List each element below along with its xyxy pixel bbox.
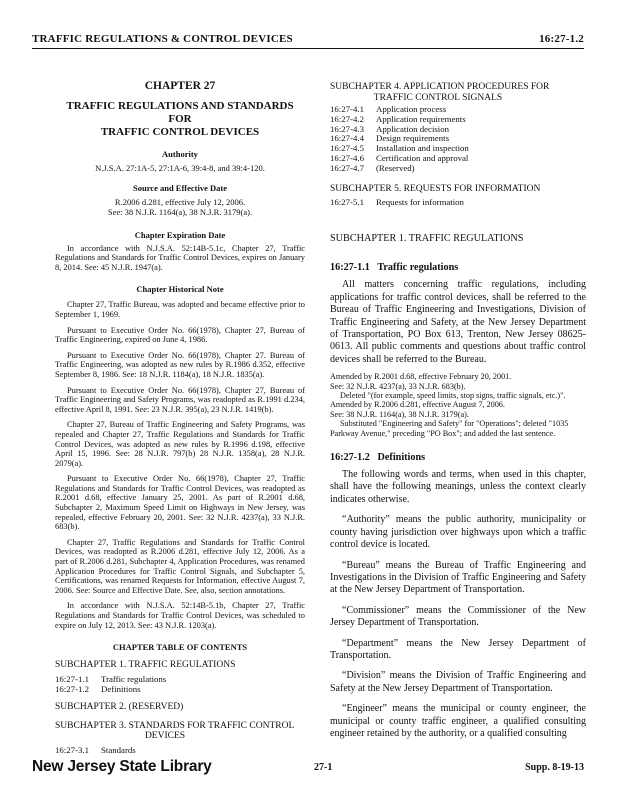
history-paragraph: Pursuant to Executive Order No. 66(1978), Chapter 27, Traffic Regulations and Standards for Traffic Control Devices, was readopted as R.2001 d.68, effective January 25, 2001. As part of R.2001 d.68, Subchapter 2, Maximum Speed Limit on Highways in New Jersey, was repealed, effective February 20, 2001. See: 32 N.J.R. 4237(a), 33 N.J.R. 683(b).: [55, 474, 305, 532]
section-heading-1-2: [330, 452, 586, 463]
toc-subchapter-1: SUBCHAPTER 1. TRAFFIC REGULATIONS: [55, 660, 236, 671]
chapter-number: CHAPTER 27: [144, 80, 216, 92]
page-footer: [32, 758, 584, 782]
toc-item[interactable]: 16:27-5.1 Requests for information: [330, 197, 464, 208]
expiration-heading: Chapter Expiration Date: [134, 229, 226, 240]
toc-item[interactable]: 16:27-4.1 Application process: [330, 104, 447, 114]
section-heading-1-1: [330, 262, 586, 273]
history-heading: Chapter Historical Note: [136, 284, 224, 295]
toc-subchapter-4: SUBCHAPTER 4. APPLICATION PROCEDURES FOR: [330, 82, 550, 92]
definition-paragraph: “Engineer” means the municipal or county engineer, the municipal or county traffic engineer, a qualified consulting engineer retained by the authority, or a qualified consulting: [330, 703, 586, 739]
chapter-title-line-2: TRAFFIC CONTROL DEVICES: [100, 126, 260, 138]
header-title: TRAFFIC REGULATIONS & CONTROL DEVICES: [32, 33, 293, 45]
toc-item[interactable]: 16:27-4.7 (Reserved): [330, 162, 415, 173]
left-column: [55, 60, 305, 756]
header-section-number: 16:27-1.2: [539, 33, 584, 45]
running-header: [32, 30, 584, 49]
toc-subchapter-4-line-2: TRAFFIC CONTROL SIGNALS: [373, 92, 503, 103]
note-line: Amended by R.2001 d.68, effective February 20, 2001.: [330, 372, 512, 382]
section-title: Traffic regulations: [377, 262, 459, 274]
history-paragraph: Pursuant to Executive Order No. 66(1978), Chapter 27. Bureau of Traffic Engineering, was adopted as new rules by R.1986 d.352, effective September 8, 1986. See: 18 N.J.R. 1184(a), 18 N.J.R. 1835(a).: [55, 350, 305, 379]
note-line: Substituted "Engineering and Safety" for "Operations"; deleted "1035 Parkway Avenue," preceding "PO Box"; and added the last sentence.: [330, 419, 569, 438]
supplement-date: Supp. 8-19-13: [525, 762, 584, 773]
definition-paragraph: “Bureau” means the Bureau of Traffic Engineering and Investigations in the Division of Traffic Engineering and Safety at the New Jersey Department of Transportation.: [330, 559, 586, 596]
chapter-title-line-1: TRAFFIC REGULATIONS AND STANDARDS FOR: [66, 100, 294, 125]
toc-subchapter-3-line-2: DEVICES: [144, 731, 186, 742]
page-number: 27-1: [314, 762, 333, 773]
toc-item[interactable]: 16:27-4.2 Application requirements: [330, 113, 466, 124]
history-paragraph: Chapter 27, Bureau of Traffic Engineering and Safety Programs, was repealed and Chapter 27, Traffic Regulations and Standards for Traffic Control Devices, was adopted as new rules by R.1996 d.198, effective April 15, 1996. See: 28 N.J.R. 797(b) 28 N.J.R. 1358(a), 28 N.J.R. 2079(a).: [55, 420, 305, 468]
section-1-1-body: All matters concerning traffic regulations, including applications for traffic control devices, shall be referred to the Bureau of Traffic Engineering and Investigations, Division of Traffic Engineering and Safety, at the New Jersey Department of Transportation, PO Box 613, Trenton, New Jersey 08625-0613. All public comments and questions about traffic control devices shall be referred to the Bureau.: [330, 279, 586, 365]
toc-item[interactable]: 16:27-4.6 Certification and approval: [330, 152, 469, 163]
authority-text: N.J.S.A. 27:1A-5, 27:1A-6, 39:4-8, and 39:4-120.: [95, 163, 265, 173]
toc-subchapter-5: SUBCHAPTER 5. REQUESTS FOR INFORMATION: [330, 183, 541, 194]
note-line: See: 32 N.J.R. 4237(a), 33 N.J.R. 683(b).: [330, 381, 466, 391]
toc-item[interactable]: 16:27-3.1 Standards: [55, 744, 136, 755]
definition-paragraph: “Division” means the Division of Traffic Engineering and Safety at the New Jersey Department of Transportation.: [330, 670, 586, 694]
toc-subchapter-2: SUBCHAPTER 2. (RESERVED): [55, 702, 184, 713]
history-paragraph: In accordance with N.J.S.A. 52:14B-5.1b, Chapter 27, Traffic Regulations and Standards for Traffic Control Devices, was scheduled to expire on July 12, 2013. See: 43 N.J.R. 1203(a).: [55, 601, 305, 630]
history-paragraph: Pursuant to Executive Order No. 66(1978), Chapter 27, Bureau of Traffic Engineering and Safety Programs, was readopted as R.1991 d.234, effective April 8, 1991. See: 23 N.J.R. 395(a), 23 N.J.R. 1419(b).: [55, 385, 305, 414]
toc-item[interactable]: 16:27-1.1 Traffic regulations: [55, 673, 167, 684]
chapter-title: [55, 100, 305, 139]
toc-subchapter-3: SUBCHAPTER 3. STANDARDS FOR TRAFFIC CONTROL: [55, 720, 295, 731]
note-line: Amended by R.2006 d.281, effective August 7, 2006.: [330, 400, 505, 410]
source-heading: Source and Effective Date: [132, 183, 228, 194]
library-stamp: New Jersey State Library: [32, 758, 212, 775]
definition-paragraph: “Authority” means the public authority, municipality or county having jurisdiction over highways upon which a traffic control device is located.: [330, 514, 586, 551]
subchapter-1-heading: SUBCHAPTER 1. TRAFFIC REGULATIONS: [330, 232, 524, 244]
toc-heading: CHAPTER TABLE OF CONTENTS: [112, 642, 248, 653]
note-line: Deleted "(for example, speed limits, stop signs, traffic signals, etc.)".: [340, 391, 566, 401]
toc-item[interactable]: 16:27-1.2 Definitions: [55, 683, 141, 694]
expiration-text: In accordance with N.J.S.A. 52:14B-5.1c, Chapter 27, Traffic Regulations and Standards for Traffic Control Devices, expires on January 8, 2014. See: 45 N.J.R. 1947(a).: [55, 243, 305, 272]
source-text-1: R.2006 d.281, effective July 12, 2006.: [114, 197, 246, 208]
right-column: [330, 82, 586, 740]
section-title: Definitions: [377, 452, 426, 464]
source-text-2: See: 38 N.J.R. 1164(a), 38 N.J.R. 3179(a).: [107, 207, 253, 218]
definition-paragraph: “Commissioner” means the Commissioner of the New Jersey Department of Transportation.: [330, 604, 586, 629]
toc-item[interactable]: 16:27-4.3 Application decision: [330, 123, 450, 134]
toc-item[interactable]: 16:27-4.5 Installation and inspection: [330, 143, 469, 154]
history-paragraph: Chapter 27, Traffic Regulations and Standards for Traffic Control Devices, was readopted as R.2006 d.281, effective July 12, 2006. As a part of R.2006 d.281, Subchapter 4, Application Procedures, was renamed Application Procedures for Traffic Control Signals, and Subchapter 5, Certifications, was renamed Requests for Information, effective August 7, 2006. See: Source and Effective Date. See, also, section annotations.: [55, 537, 305, 595]
section-number: 16:27-1.1: [330, 262, 370, 274]
definition-paragraph: “Department” means the New Jersey Department of Transportation.: [330, 637, 586, 661]
history-paragraph: Pursuant to Executive Order No. 66(1978), Chapter 27, Bureau of Traffic Engineering, expired on June 4, 1986.: [55, 325, 305, 345]
section-number: 16:27-1.2: [330, 452, 370, 464]
history-paragraph: Chapter 27, Traffic Bureau, was adopted and became effective prior to September 1, 1969.: [55, 300, 305, 319]
authority-heading: Authority: [162, 149, 198, 159]
toc-item[interactable]: 16:27-4.4 Design requirements: [330, 133, 450, 144]
section-1-2-intro: The following words and terms, when used in this chapter, shall have the following meanings, unless the context clearly indicates otherwise.: [330, 469, 586, 505]
note-line: See: 38 N.J.R. 1164(a), 38 N.J.R. 3179(a).: [330, 409, 469, 419]
section-1-1-notes: [330, 372, 586, 438]
